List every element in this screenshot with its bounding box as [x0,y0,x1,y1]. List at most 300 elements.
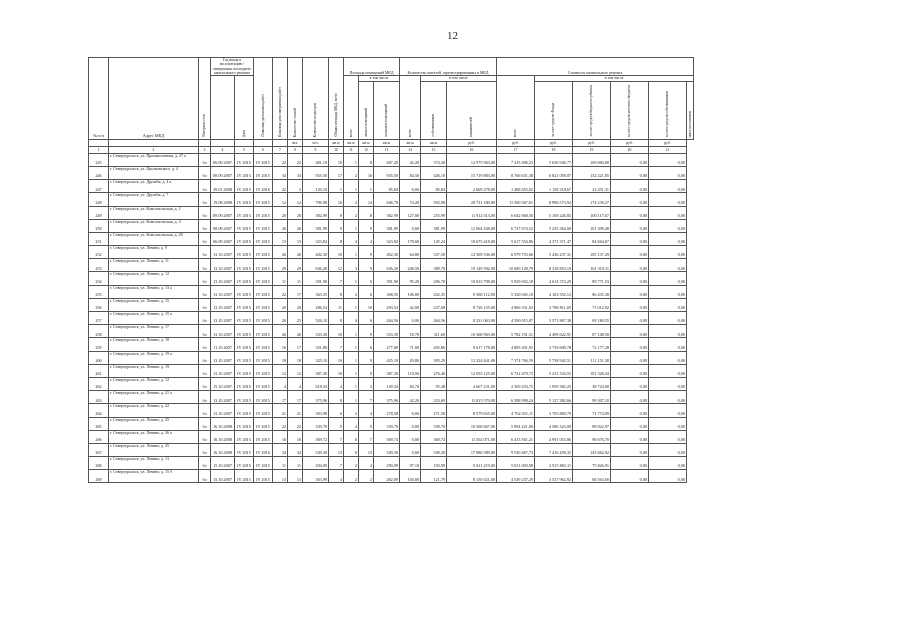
cell-n: 267 [89,443,109,456]
cell-a2: 2 [344,285,359,298]
cell-c: 11 502 071,00 [447,430,497,443]
cell-date: 29.01.2008 [211,180,235,193]
cell-c1: 4 762 031,11 [497,404,535,417]
cell-addr: г. Североуральск, ул. Циолковского, д. 4 [109,166,199,179]
cell-date: 16.10.2008 [211,443,235,456]
cell-en: 12 [288,193,303,206]
table-row [89,470,694,483]
cell-fl: 4 [273,377,288,390]
cell-r2: 121,79 [421,470,447,483]
cell-r: 382,99 [374,206,400,219]
cell-r: 402,30 [374,246,400,259]
cell-s: IV 2015 [235,272,254,285]
cell-fl: 12 [273,193,288,206]
cell-date: 13.10.2007 [211,259,235,272]
cell-n: 262 [89,377,109,390]
cell-s: IV 2015 [235,206,254,219]
cell-a1: 12 [329,259,344,272]
cell-a1: 8 [329,312,344,325]
unit-cell [273,139,288,146]
cell-c2: 3 705 869,79 [535,404,573,417]
table-row [89,298,694,311]
cell-addr: г. Североуральск, ул. Ленина, д. 11 [109,259,199,272]
cell-r: 425,10 [374,351,400,364]
cell-ar: 369,72 [303,430,329,443]
cell-r: 487,20 [374,153,400,166]
header-cost-owners: за счет средств собственников [649,81,687,139]
cell-c5: 0,00 [649,351,687,364]
cell-c4: 0,00 [611,338,649,351]
cell-n: 252 [89,246,109,259]
cell-c2: 4 163 352,12 [535,285,573,298]
table-row [89,246,694,259]
cell-a1: 7 [329,338,344,351]
cell-a3: 9 [359,417,374,430]
column-number-cell: 16 [447,146,497,153]
cell-r1: 0,00 [400,430,421,443]
header-entrances: Количество подъездов [303,58,329,140]
cell-s: IV 2015 [235,312,254,325]
cell-e: IV 2015 [254,430,273,443]
cell-mat: бл [199,364,211,377]
cell-r2: 85,84 [421,180,447,193]
table-body [89,153,694,483]
cell-c4: 0,00 [611,219,649,232]
cell-ar: 387,30 [303,364,329,377]
cell-r1: 95,20 [400,272,421,285]
cell-c2: 4 586 323,00 [535,417,573,430]
cell-addr: г. Североуральск, ул. Ленина, д. 13 а [109,285,199,298]
cell-mat: бл [199,417,211,430]
column-number-cell: 19 [573,146,611,153]
cell-n: 250 [89,219,109,232]
unit-cell [109,139,199,146]
cell-c5: 0,00 [649,417,687,430]
cell-en: 23 [288,312,303,325]
cell-a2: 1 [344,325,359,338]
cell-c1: 8 766 631,38 [497,166,535,179]
cell-a3: 4 [359,457,374,470]
cell-c4: 0,00 [611,232,649,245]
cell-ar: 796,98 [303,193,329,206]
column-number-cell: 6 [254,146,273,153]
cell-r1: 97,10 [400,457,421,470]
cell-c: 10 368 963,00 [447,325,497,338]
cell-c5: 0,00 [649,153,687,166]
cell-r: 381,99 [374,219,400,232]
cell-c2: 5 231 334,55 [535,364,573,377]
cell-fl: 16 [273,430,288,443]
cell-c3: 68 563,60 [573,470,611,483]
cell-r1: 42,20 [400,391,421,404]
cell-c4: 0,00 [611,193,649,206]
header-res-sub2: нанимателей [447,81,497,139]
cell-r1: 18,70 [400,325,421,338]
unit-cell: руб. [447,139,497,146]
cell-n: 253 [89,259,109,272]
cell-c1: 5 929 652,18 [497,272,535,285]
cell-r2: 395,29 [421,351,447,364]
unit-cell: руб. [649,139,687,146]
cell-c1: 7 374 766,59 [497,351,535,364]
cell-date: 13.10.2007 [211,391,235,404]
cell-c3: 109 660,00 [573,153,611,166]
cell-fl: 26 [273,325,288,338]
cell-n: 264 [89,404,109,417]
cell-mat: бл [199,232,211,245]
cell-c1: 5 330 045,10 [497,285,535,298]
header-cost-local: за счет средств местного бюджета [611,81,649,139]
table-row [89,180,694,193]
cell-a2: 1 [344,272,359,285]
cell-c4: 0,00 [611,364,649,377]
column-number-cell: 10 [329,146,344,153]
cell-a3: 4 [359,232,374,245]
header-area-citizens: жилых помещений [359,81,374,139]
cell-date: 13.10.2007 [211,364,235,377]
cell-a3: 2 [359,470,374,483]
cell-e: IV 2015 [254,325,273,338]
cell-en: 20 [288,206,303,219]
cell-c1: 5 894 221,00 [497,417,535,430]
cell-a1: 10 [329,351,344,364]
cell-c2: 6 821 059,07 [535,166,573,179]
cell-addr: г. Североуральск, ул. Ленина, д. 19 [109,364,199,377]
column-number-cell: 20 [611,146,649,153]
cell-addr: г. Североуральск, ул. Ленина, д. 12 [109,272,199,285]
cell-r1: 127,00 [400,206,421,219]
unit-cell [211,139,235,146]
cell-a2: 1 [344,298,359,311]
cell-c2: 1 959 382,25 [535,377,573,390]
cell-r2: 311,60 [421,325,447,338]
header-res-including: в том числе [421,76,497,81]
cell-a3: 3 [359,377,374,390]
cell-s: IV 2015 [235,180,254,193]
header-res-sub1: собственников [421,81,447,139]
cell-a2: 6 [344,430,359,443]
table-row [89,272,694,285]
cell-date: 16.10.2008 [211,417,235,430]
cell-en: 13 [288,470,303,483]
cell-e: IV 2015 [254,338,273,351]
cell-c4: 0,00 [611,430,649,443]
cell-c3: 88 822,97 [573,417,611,430]
cell-r1: 42,00 [400,298,421,311]
cell-en: 11 [288,457,303,470]
cell-r2: 205,86 [421,338,447,351]
table-row [89,364,694,377]
cell-a3: 16 [359,166,374,179]
unit-cell: руб. [535,139,573,146]
cell-fl: 21 [273,404,288,417]
cell-r2: 333,69 [421,391,447,404]
cell-n: 260 [89,351,109,364]
cell-fl: 26 [273,246,288,259]
cell-c2: 5 127 382,66 [535,391,573,404]
cell-c4: 0,00 [611,180,649,193]
cell-c5: 0,00 [649,246,687,259]
cell-addr: г. Североуральск, ул. Ленина, д. 19 а [109,351,199,364]
cell-e: IV 2015 [254,404,273,417]
table-row [89,166,694,179]
cell-c1: 10 680 128,79 [497,259,535,272]
cell-a3: 9 [359,246,374,259]
cell-date: 13.10.2007 [211,285,235,298]
cell-fl: 22 [273,153,288,166]
cell-ar: 363,35 [303,285,329,298]
cell-c: 12 975 963,00 [447,153,497,166]
cell-a2: 2 [344,206,359,219]
cell-mat: бл [199,219,211,232]
header-area-municipal: нежилых помещений [374,81,400,139]
cell-c4: 0,00 [611,259,649,272]
cell-c: 9 021 219,00 [447,457,497,470]
cell-c5: 0,00 [649,285,687,298]
cell-en: 17 [288,391,303,404]
cell-r1: 0,00 [400,443,421,456]
cell-c1: 6 588 998,24 [497,391,535,404]
cell-e: IV 2015 [254,457,273,470]
cell-addr: г. Североуральск, ул. Дружбы, д. 4 а [109,180,199,193]
cell-a3: 8 [359,153,374,166]
column-numbers-row [89,146,694,153]
cell-r2: 202,35 [421,285,447,298]
cell-r1: 42,20 [400,153,421,166]
cell-ar: 339,70 [303,417,329,430]
cell-fl: 11 [273,457,288,470]
cell-c4: 0,00 [611,470,649,483]
cell-r: 149,34 [374,377,400,390]
cell-ar: 323,84 [303,232,329,245]
table-row [89,404,694,417]
cell-r: 369,74 [374,430,400,443]
cell-fl: 22 [273,417,288,430]
cell-fl: 22 [273,180,288,193]
cell-mat: бл [199,206,211,219]
cell-c5: 0,00 [649,219,687,232]
cell-c1: 4 866 331,03 [497,298,535,311]
cell-en: 21 [288,404,303,417]
cell-ar: 120,10 [303,180,329,193]
cell-c: 17 080 589,00 [447,443,497,456]
cell-mat: бл [199,391,211,404]
table-row [89,417,694,430]
cell-ar: 331,80 [303,338,329,351]
cell-n: 246 [89,166,109,179]
cell-c2: 8 996 573,92 [535,193,573,206]
cell-e: IV 2015 [254,232,273,245]
cell-mat: бл [199,166,211,179]
cell-r1: 246,50 [400,259,421,272]
cell-e: IV 2015 [254,377,273,390]
table-row [89,153,694,166]
cell-a3: 6 [359,338,374,351]
cell-c2: 4 614 374,29 [535,272,573,285]
cell-en: 26 [288,325,303,338]
cell-a3: 1 [359,180,374,193]
cell-a1: 13 [329,443,344,456]
cell-e: IV 2015 [254,166,273,179]
table-row [89,285,694,298]
cell-c5: 0,00 [649,206,687,219]
cell-date: 13.10.2007 [211,272,235,285]
cell-s: IV 2015 [235,246,254,259]
cell-en: 18 [288,351,303,364]
cell-c: 8 231 063,00 [447,312,497,325]
cell-n: 269 [89,470,109,483]
header-year-spacer [211,76,235,139]
cell-fl: 34 [273,166,288,179]
cell-a2: 1 [344,391,359,404]
cell-a1: 1 [329,180,344,193]
cell-n: 259 [89,338,109,351]
cell-r2: 389,70 [421,259,447,272]
cell-r: 935,50 [374,166,400,179]
cell-c1: 11 560 367,61 [497,193,535,206]
cell-c4: 0,00 [611,391,649,404]
cell-addr: г. Североуральск, ул. Ленина, д. 25 [109,417,199,430]
table-row [89,391,694,404]
cell-mat: бл [199,298,211,311]
cell-ar: 526,10 [303,312,329,325]
cell-mat: бл [199,377,211,390]
cell-a3: 9 [359,351,374,364]
cell-a1: 10 [329,325,344,338]
header-year: Дата [235,76,254,139]
table-row [89,443,694,456]
cell-c: 9 580 112,00 [447,285,497,298]
cell-a1: 9 [329,417,344,430]
cell-n: 265 [89,417,109,430]
cell-r2: 339,70 [421,417,447,430]
cell-mat: бл [199,193,211,206]
cell-c3: 75 826,91 [573,457,611,470]
cell-en: 34 [288,443,303,456]
cell-a1: 10 [329,246,344,259]
cell-en: 17 [288,338,303,351]
header-plan-end: Плановая дата завершения работ [273,58,288,140]
cell-a3: 6 [359,285,374,298]
cell-r2: 237,68 [421,298,447,311]
cell-r1: 84,70 [400,377,421,390]
cell-a3: 9 [359,364,374,377]
cell-r: 375,96 [374,391,400,404]
cell-r2: 145,24 [421,232,447,245]
cell-ar: 325,10 [303,351,329,364]
cell-r2: 271,58 [421,404,447,417]
header-cost-group: Стоимость капитального ремонта [497,58,694,76]
cell-c: 15 719 883,00 [447,166,497,179]
cell-a2: 1 [344,219,359,232]
cell-date: 19.08.2008 [211,193,235,206]
column-number-cell: 21 [649,146,687,153]
cell-a2: 2 [344,166,359,179]
cell-c5: 0,00 [649,457,687,470]
cell-c4: 0,00 [611,285,649,298]
cell-r2: 381,99 [421,219,447,232]
cell-mat: бл [199,153,211,166]
cell-r1: 0,00 [400,219,421,232]
cell-mat: бл [199,285,211,298]
cell-n: 268 [89,457,109,470]
cell-c5: 0,00 [649,377,687,390]
cell-c1: 6 642 668,50 [497,206,535,219]
cell-c2: 7 416 458,35 [535,443,573,456]
cell-r2: 255,99 [421,206,447,219]
cell-en: 12 [288,364,303,377]
cell-e: IV 2016 [254,443,273,456]
cell-addr: г. Североуральск, ул. Ленина, д. 13 [109,457,199,470]
cell-s: IV 2015 [235,377,254,390]
unit-cell: кв.м [421,139,447,146]
cell-a3: 7 [359,391,374,404]
cell-s: IV 2015 [235,470,254,483]
header-cost-fund: за счет средств Фонда [535,81,573,139]
cell-c3: 86 435,38 [573,285,611,298]
cell-date: 13.10.2007 [211,246,235,259]
cell-n: 261 [89,364,109,377]
cell-a1: 4 [329,377,344,390]
cell-n: 247 [89,180,109,193]
cell-s: IV 2015 [235,285,254,298]
cell-e: IV 2015 [254,246,273,259]
cell-a2: 4 [344,232,359,245]
cell-a2: 1 [344,364,359,377]
cell-c5: 0,00 [649,166,687,179]
cell-c5: 0,00 [649,391,687,404]
table-row [89,219,694,232]
cell-addr: г. Североуральск, ул. Промышленная, д. 27 а [109,153,199,166]
header-area-group: Площадь помещений МКД [344,58,400,76]
cell-c5: 0,00 [649,338,687,351]
cell-c1: 5 617 554,86 [497,232,535,245]
cell-c4: 0,00 [611,153,649,166]
cell-r2: 374,40 [421,153,447,166]
cell-s: IV 2015 [235,259,254,272]
cell-addr: г. Североуральск, ул. Ленина, д. 12 [109,377,199,390]
cell-c3: 161 310,11 [573,259,611,272]
cell-ar: 391,90 [303,272,329,285]
cell-s: IV 2015 [235,325,254,338]
table-row [89,377,694,390]
cell-n: 251 [89,232,109,245]
cell-a1: 17 [329,166,344,179]
cell-a1: 10 [329,153,344,166]
cell-c3: 101 399,48 [573,219,611,232]
cell-en: 16 [288,430,303,443]
cell-c4: 0,00 [611,404,649,417]
column-number-cell: 17 [497,146,535,153]
cell-fl: 11 [273,272,288,285]
cell-date: 15.10.2007 [211,377,235,390]
header-cost-total: всего [497,76,535,139]
cell-a2: 1 [344,153,359,166]
cell-fl: 13 [273,232,288,245]
cell-en: 26 [288,246,303,259]
cell-fl: 20 [273,206,288,219]
cell-addr: г. Североуральск, ул. Комсомольская, д. 28 [109,232,199,245]
cell-r1: 64,80 [400,246,421,259]
unit-cell: руб. [573,139,611,146]
table-row [89,325,694,338]
cell-a2: 2 [344,470,359,483]
unit-cell: чел. [303,139,329,146]
cell-fl: 26 [273,219,288,232]
cell-e: IV 2015 [254,470,273,483]
cell-c3: 96 676,70 [573,430,611,443]
cell-en: 13 [288,232,303,245]
